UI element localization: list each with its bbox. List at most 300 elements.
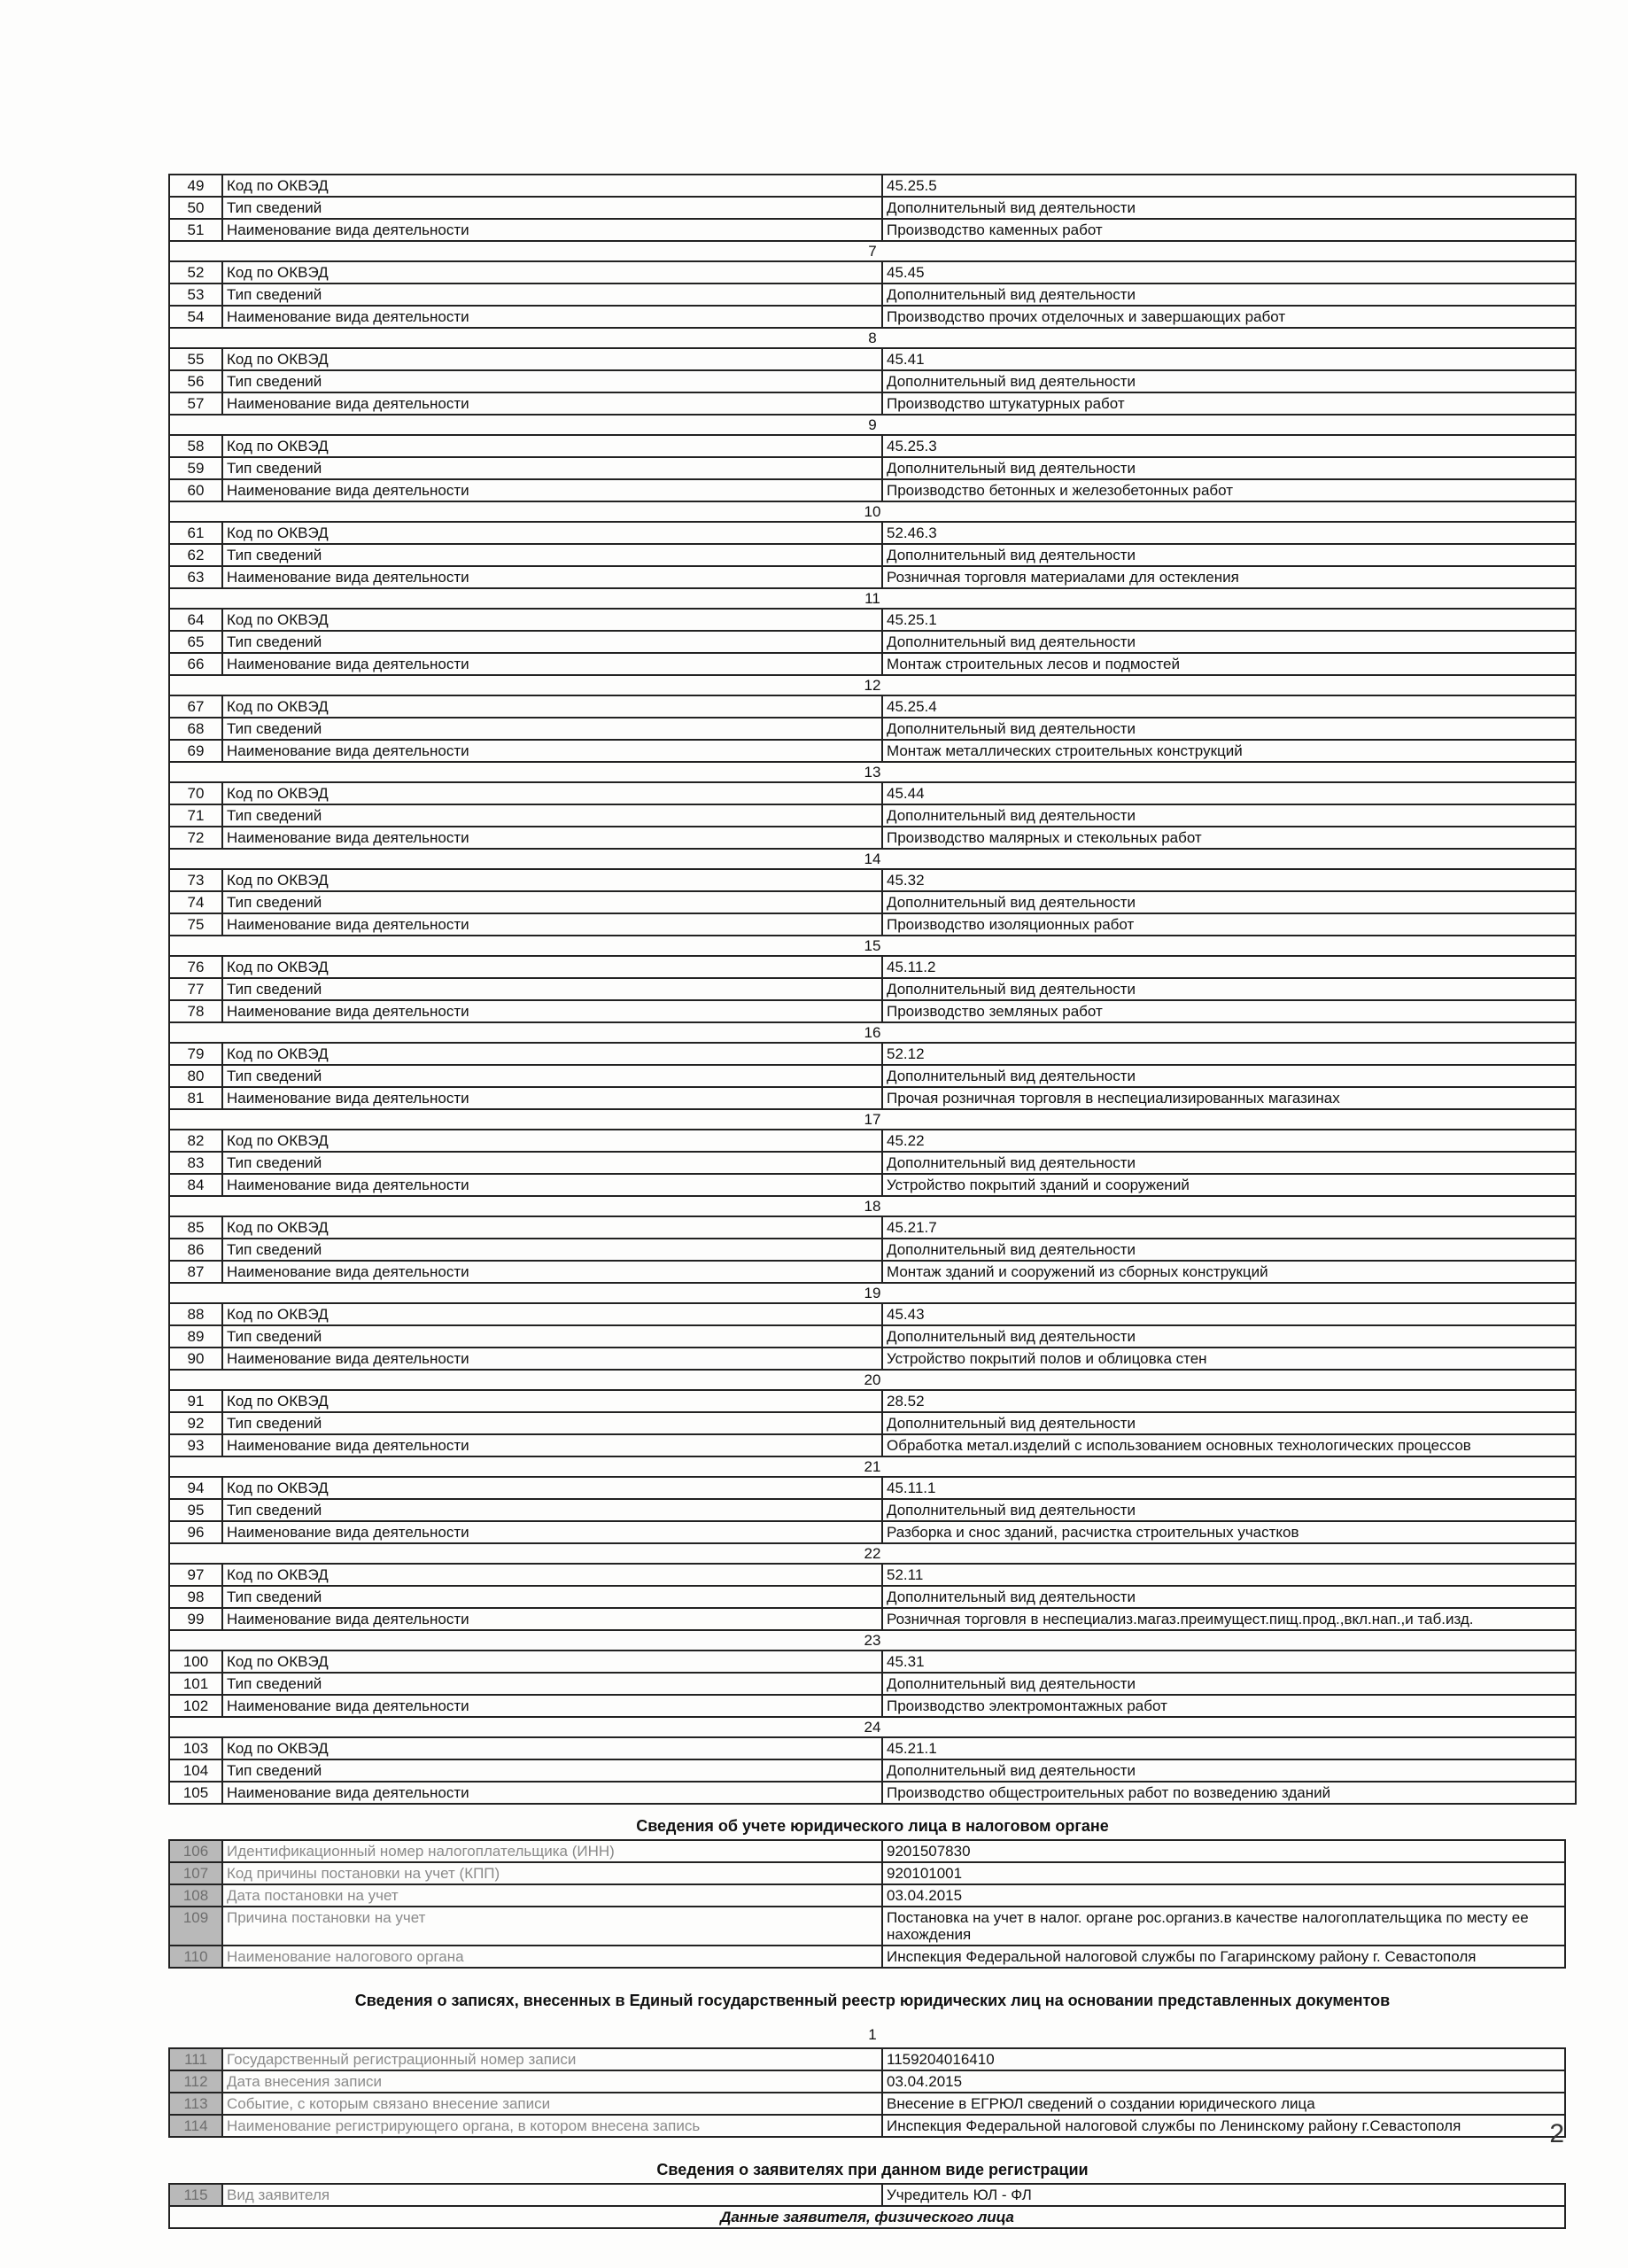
field-value: Дополнительный вид деятельности <box>882 631 1576 653</box>
field-value: 45.25.3 <box>882 435 1576 457</box>
field-value: Постановка на учет в налог. органе рос.организ.в качестве налогоплательщика по месту ее нахождения <box>882 1907 1565 1946</box>
field-label: Наименование вида деятельности <box>222 1782 882 1804</box>
activity-table <box>168 174 1577 1805</box>
field-label: Наименование вида деятельности <box>222 392 882 415</box>
field-label: Тип сведений <box>222 370 882 392</box>
field-value: Обработка метал.изделий с использованием основных технологических процессов <box>882 1434 1576 1456</box>
field-value: Производство малярных и стекольных работ <box>882 827 1576 849</box>
field-label: Наименование налогового органа <box>222 1946 882 1968</box>
field-label: Наименование вида деятельности <box>222 1000 882 1022</box>
table-row <box>169 1884 1565 1907</box>
row-number: 77 <box>169 978 222 1000</box>
field-label: Событие, с которым связано внесение записи <box>222 2093 882 2115</box>
field-value: Дополнительный вид деятельности <box>882 1325 1576 1348</box>
field-label: Код по ОКВЭД <box>222 869 882 891</box>
row-number: 103 <box>169 1737 222 1759</box>
row-number: 102 <box>169 1695 222 1717</box>
table-row <box>169 631 1576 653</box>
field-label: Код по ОКВЭД <box>222 1564 882 1586</box>
table-row <box>169 348 1576 370</box>
field-value: Дополнительный вид деятельности <box>882 978 1576 1000</box>
field-label: Наименование вида деятельности <box>222 1174 882 1196</box>
applicant-table <box>168 2183 1566 2229</box>
group-number: 14 <box>169 849 1576 869</box>
row-number: 90 <box>169 1348 222 1370</box>
row-number: 98 <box>169 1586 222 1608</box>
field-value: 03.04.2015 <box>882 1884 1565 1907</box>
field-label: Дата постановки на учет <box>222 1884 882 1907</box>
row-number: 59 <box>169 457 222 479</box>
group-header-row <box>169 1022 1576 1043</box>
row-number: 78 <box>169 1000 222 1022</box>
table-row <box>169 653 1576 675</box>
row-number: 89 <box>169 1325 222 1348</box>
table-row <box>169 2048 1565 2070</box>
field-value: Инспекция Федеральной налоговой службы по Ленинскому району г.Севастополя <box>882 2115 1565 2137</box>
field-label: Тип сведений <box>222 457 882 479</box>
field-label: Код по ОКВЭД <box>222 435 882 457</box>
row-number: 95 <box>169 1499 222 1521</box>
group-number: 10 <box>169 501 1576 522</box>
table-row <box>169 609 1576 631</box>
group-header-row <box>169 849 1576 869</box>
table-row <box>169 1325 1576 1348</box>
row-number: 104 <box>169 1759 222 1782</box>
row-number: 73 <box>169 869 222 891</box>
field-label: Тип сведений <box>222 1152 882 1174</box>
field-value: 45.21.1 <box>882 1737 1576 1759</box>
field-label: Наименование вида деятельности <box>222 653 882 675</box>
field-value: Производство прочих отделочных и завершающих работ <box>882 306 1576 328</box>
group-header-row <box>169 241 1576 261</box>
table-row <box>169 1216 1576 1239</box>
row-number: 84 <box>169 1174 222 1196</box>
table-row <box>169 1130 1576 1152</box>
table-row <box>169 457 1576 479</box>
field-label: Тип сведений <box>222 544 882 566</box>
group-header-row <box>169 1543 1576 1564</box>
row-number: 97 <box>169 1564 222 1586</box>
field-value: Дополнительный вид деятельности <box>882 1673 1576 1695</box>
row-number: 61 <box>169 522 222 544</box>
tax-table <box>168 1839 1566 1969</box>
row-number: 100 <box>169 1651 222 1673</box>
field-label: Тип сведений <box>222 718 882 740</box>
row-number: 60 <box>169 479 222 501</box>
group-header-row <box>169 501 1576 522</box>
field-label: Наименование вида деятельности <box>222 1087 882 1109</box>
row-number: 55 <box>169 348 222 370</box>
row-number: 72 <box>169 827 222 849</box>
row-number: 65 <box>169 631 222 653</box>
field-value: 9201507830 <box>882 1840 1565 1862</box>
group-header-row <box>169 762 1576 782</box>
row-number: 54 <box>169 306 222 328</box>
table-row <box>169 1521 1576 1543</box>
field-value: Устройство покрытий полов и облицовка стен <box>882 1348 1576 1370</box>
row-number: 85 <box>169 1216 222 1239</box>
group-number: 20 <box>169 1370 1576 1390</box>
table-row <box>169 1152 1576 1174</box>
group-number: 16 <box>169 1022 1576 1043</box>
field-label: Тип сведений <box>222 284 882 306</box>
table-row <box>169 1000 1576 1022</box>
field-value: 45.25.1 <box>882 609 1576 631</box>
field-label: Код по ОКВЭД <box>222 1390 882 1412</box>
group-header-row <box>169 1109 1576 1130</box>
table-row <box>169 1782 1576 1804</box>
field-label: Причина постановки на учет <box>222 1907 882 1946</box>
table-row <box>169 1065 1576 1087</box>
row-number: 79 <box>169 1043 222 1065</box>
field-label: Код по ОКВЭД <box>222 1303 882 1325</box>
group-number: 7 <box>169 241 1576 261</box>
table-row <box>169 740 1576 762</box>
field-label: Тип сведений <box>222 1759 882 1782</box>
field-value: Дополнительный вид деятельности <box>882 891 1576 913</box>
row-number: 83 <box>169 1152 222 1174</box>
table-row <box>169 913 1576 936</box>
table-row <box>169 1695 1576 1717</box>
row-number: 106 <box>169 1840 222 1862</box>
row-number: 58 <box>169 435 222 457</box>
field-value: 45.25.5 <box>882 175 1576 197</box>
tax-section-title: Сведения об учете юридического лица в налоговом органе <box>636 1817 1109 1835</box>
row-number: 96 <box>169 1521 222 1543</box>
field-label: Код по ОКВЭД <box>222 956 882 978</box>
table-row <box>169 544 1576 566</box>
field-label: Код по ОКВЭД <box>222 348 882 370</box>
field-label: Наименование вида деятельности <box>222 1434 882 1456</box>
field-value: Дополнительный вид деятельности <box>882 457 1576 479</box>
field-label: Тип сведений <box>222 1239 882 1261</box>
table-row <box>169 1477 1576 1499</box>
field-value: Дополнительный вид деятельности <box>882 544 1576 566</box>
field-value: Устройство покрытий зданий и сооружений <box>882 1174 1576 1196</box>
table-row <box>169 1348 1576 1370</box>
row-number: 49 <box>169 175 222 197</box>
table-row <box>169 1673 1576 1695</box>
group-header-row <box>169 1196 1576 1216</box>
field-label: Код по ОКВЭД <box>222 1130 882 1152</box>
field-label: Код по ОКВЭД <box>222 1737 882 1759</box>
row-number: 71 <box>169 804 222 827</box>
field-label: Наименование вида деятельности <box>222 1608 882 1630</box>
field-label: Код по ОКВЭД <box>222 261 882 284</box>
group-header-row <box>169 415 1576 435</box>
row-number: 67 <box>169 695 222 718</box>
row-number: 75 <box>169 913 222 936</box>
table-row <box>169 2093 1565 2115</box>
row-number: 82 <box>169 1130 222 1152</box>
field-label: Код по ОКВЭД <box>222 175 882 197</box>
field-label: Тип сведений <box>222 1065 882 1087</box>
table-row <box>169 1862 1565 1884</box>
table-row <box>169 1608 1576 1630</box>
field-label: Дата внесения записи <box>222 2070 882 2093</box>
field-value: Инспекция Федеральной налоговой службы по Гагаринскому району г. Севастополя <box>882 1946 1565 1968</box>
field-value: Дополнительный вид деятельности <box>882 1412 1576 1434</box>
field-value: Дополнительный вид деятельности <box>882 1586 1576 1608</box>
table-row <box>169 978 1576 1000</box>
row-number: 86 <box>169 1239 222 1261</box>
field-value: 45.44 <box>882 782 1576 804</box>
table-row <box>169 2070 1565 2093</box>
row-number: 114 <box>169 2115 222 2137</box>
tax-table-body <box>169 1840 1565 1968</box>
field-value: Производство изоляционных работ <box>882 913 1576 936</box>
table-row <box>169 1087 1576 1109</box>
group-number: 11 <box>169 588 1576 609</box>
field-label: Наименование регистрирующего органа, в котором внесена запись <box>222 2115 882 2137</box>
field-label: Наименование вида деятельности <box>222 1521 882 1543</box>
field-label: Идентификационный номер налогоплательщика (ИНН) <box>222 1840 882 1862</box>
row-number: 110 <box>169 1946 222 1968</box>
group-header-row <box>169 328 1576 348</box>
field-label: Тип сведений <box>222 1499 882 1521</box>
field-label: Тип сведений <box>222 1325 882 1348</box>
table-row <box>169 261 1576 284</box>
row-number: 52 <box>169 261 222 284</box>
group-number: 12 <box>169 675 1576 695</box>
row-number: 108 <box>169 1884 222 1907</box>
field-value: Производство общестроительных работ по возведению зданий <box>882 1782 1576 1804</box>
group-header-row <box>169 936 1576 956</box>
row-number: 80 <box>169 1065 222 1087</box>
field-label: Код по ОКВЭД <box>222 609 882 631</box>
field-value: Производство электромонтажных работ <box>882 1695 1576 1717</box>
applicant-table-body <box>169 2184 1565 2206</box>
field-label: Наименование вида деятельности <box>222 566 882 588</box>
field-label: Наименование вида деятельности <box>222 479 882 501</box>
field-value: Производство каменных работ <box>882 219 1576 241</box>
table-row <box>169 804 1576 827</box>
table-row <box>169 1499 1576 1521</box>
egrul-group-number: 1 <box>868 2026 877 2043</box>
applicant-data-caption: Данные заявителя, физического лица <box>169 2206 1565 2228</box>
field-value: Производство бетонных и железобетонных работ <box>882 479 1576 501</box>
field-value: Прочая розничная торговля в неспециализированных магазинах <box>882 1087 1576 1109</box>
field-label: Код по ОКВЭД <box>222 522 882 544</box>
row-number: 99 <box>169 1608 222 1630</box>
table-row <box>169 197 1576 219</box>
table-row <box>169 891 1576 913</box>
field-label: Тип сведений <box>222 1412 882 1434</box>
field-value: Дополнительный вид деятельности <box>882 1152 1576 1174</box>
field-label: Тип сведений <box>222 978 882 1000</box>
field-label: Тип сведений <box>222 1673 882 1695</box>
table-row <box>169 1651 1576 1673</box>
field-value: Дополнительный вид деятельности <box>882 718 1576 740</box>
row-number: 64 <box>169 609 222 631</box>
table-row <box>169 2184 1565 2206</box>
row-number: 62 <box>169 544 222 566</box>
row-number: 105 <box>169 1782 222 1804</box>
field-label: Наименование вида деятельности <box>222 740 882 762</box>
applicant-section-title: Сведения о заявителях при данном виде регистрации <box>656 2161 1089 2179</box>
table-row <box>169 522 1576 544</box>
group-number: 18 <box>169 1196 1576 1216</box>
row-number: 66 <box>169 653 222 675</box>
table-row <box>169 566 1576 588</box>
row-number: 87 <box>169 1261 222 1283</box>
group-number: 19 <box>169 1283 1576 1303</box>
field-label: Наименование вида деятельности <box>222 1695 882 1717</box>
row-number: 115 <box>169 2184 222 2206</box>
table-row <box>169 1412 1576 1434</box>
table-row <box>169 370 1576 392</box>
field-value: 45.21.7 <box>882 1216 1576 1239</box>
group-number: 8 <box>169 328 1576 348</box>
field-value: Дополнительный вид деятельности <box>882 804 1576 827</box>
field-label: Код по ОКВЭД <box>222 782 882 804</box>
page-number: 2 <box>1549 2119 1564 2148</box>
group-header-row <box>169 1456 1576 1477</box>
field-value: 1159204016410 <box>882 2048 1565 2070</box>
row-number: 113 <box>169 2093 222 2115</box>
group-header-row <box>169 1630 1576 1651</box>
field-value: 45.31 <box>882 1651 1576 1673</box>
table-row <box>169 869 1576 891</box>
field-label: Наименование вида деятельности <box>222 1261 882 1283</box>
row-number: 63 <box>169 566 222 588</box>
field-value: Дополнительный вид деятельности <box>882 197 1576 219</box>
field-label: Наименование вида деятельности <box>222 219 882 241</box>
row-number: 94 <box>169 1477 222 1499</box>
field-label: Вид заявителя <box>222 2184 882 2206</box>
field-label: Тип сведений <box>222 804 882 827</box>
table-row <box>169 1043 1576 1065</box>
field-value: Розничная торговля материалами для остекления <box>882 566 1576 588</box>
table-row <box>169 1907 1565 1946</box>
group-number: 23 <box>169 1630 1576 1651</box>
field-value: Учредитель ЮЛ - ФЛ <box>882 2184 1565 2206</box>
field-label: Код по ОКВЭД <box>222 1477 882 1499</box>
table-row <box>169 782 1576 804</box>
row-number: 101 <box>169 1673 222 1695</box>
field-label: Код по ОКВЭД <box>222 1216 882 1239</box>
row-number: 69 <box>169 740 222 762</box>
row-number: 107 <box>169 1862 222 1884</box>
table-row <box>169 479 1576 501</box>
group-number: 13 <box>169 762 1576 782</box>
field-value: 45.41 <box>882 348 1576 370</box>
field-value: 45.25.4 <box>882 695 1576 718</box>
row-number: 92 <box>169 1412 222 1434</box>
field-value: Монтаж металлических строительных конструкций <box>882 740 1576 762</box>
field-value: Монтаж зданий и сооружений из сборных конструкций <box>882 1261 1576 1283</box>
table-row <box>169 306 1576 328</box>
field-value: 03.04.2015 <box>882 2070 1565 2093</box>
field-value: 52.46.3 <box>882 522 1576 544</box>
field-label: Тип сведений <box>222 891 882 913</box>
table-row <box>169 1434 1576 1456</box>
field-value: 45.11.2 <box>882 956 1576 978</box>
field-label: Тип сведений <box>222 1586 882 1608</box>
group-number: 21 <box>169 1456 1576 1477</box>
table-row <box>169 1586 1576 1608</box>
group-header-row <box>169 1717 1576 1737</box>
table-row <box>169 1737 1576 1759</box>
field-label: Код причины постановки на учет (КПП) <box>222 1862 882 1884</box>
field-label: Наименование вида деятельности <box>222 827 882 849</box>
group-header-row <box>169 1283 1576 1303</box>
field-value: 920101001 <box>882 1862 1565 1884</box>
egrul-section-title: Сведения о записях, внесенных в Единый государственный реестр юридических лиц на основании представленных документов <box>354 1992 1391 2009</box>
group-header-row <box>169 588 1576 609</box>
row-number: 68 <box>169 718 222 740</box>
field-label: Тип сведений <box>222 631 882 653</box>
table-row <box>169 1303 1576 1325</box>
group-header-row <box>169 1370 1576 1390</box>
group-number: 24 <box>169 1717 1576 1737</box>
row-number: 53 <box>169 284 222 306</box>
activity-table-body <box>169 175 1576 1804</box>
row-number: 76 <box>169 956 222 978</box>
table-row <box>169 1946 1565 1968</box>
group-header-row <box>169 675 1576 695</box>
row-number: 109 <box>169 1907 222 1946</box>
field-label: Код по ОКВЭД <box>222 1043 882 1065</box>
table-row <box>169 695 1576 718</box>
field-value: Розничная торговля в неспециализ.магаз.преимущест.пищ.прод.,вкл.нап.,и таб.изд. <box>882 1608 1576 1630</box>
row-number: 88 <box>169 1303 222 1325</box>
table-row <box>169 392 1576 415</box>
row-number: 51 <box>169 219 222 241</box>
field-label: Государственный регистрационный номер записи <box>222 2048 882 2070</box>
field-value: 28.52 <box>882 1390 1576 1412</box>
table-row <box>169 1759 1576 1782</box>
field-value: Разборка и снос зданий, расчистка строительных участков <box>882 1521 1576 1543</box>
table-row <box>169 1174 1576 1196</box>
document-page <box>168 174 1577 2229</box>
field-value: 52.12 <box>882 1043 1576 1065</box>
table-row <box>169 435 1576 457</box>
row-number: 81 <box>169 1087 222 1109</box>
table-row <box>169 1564 1576 1586</box>
field-value: 45.45 <box>882 261 1576 284</box>
group-number: 17 <box>169 1109 1576 1130</box>
table-row <box>169 1840 1565 1862</box>
field-value: Дополнительный вид деятельности <box>882 1499 1576 1521</box>
egrul-table <box>168 2047 1566 2138</box>
row-number: 91 <box>169 1390 222 1412</box>
table-row <box>169 1261 1576 1283</box>
field-value: Монтаж строительных лесов и подмостей <box>882 653 1576 675</box>
row-number: 111 <box>169 2048 222 2070</box>
table-row <box>169 175 1576 197</box>
table-row <box>169 1390 1576 1412</box>
row-number: 56 <box>169 370 222 392</box>
field-value: Внесение в ЕГРЮЛ сведений о создании юридического лица <box>882 2093 1565 2115</box>
field-value: 45.43 <box>882 1303 1576 1325</box>
table-row <box>169 1239 1576 1261</box>
field-value: 52.11 <box>882 1564 1576 1586</box>
group-number: 22 <box>169 1543 1576 1564</box>
field-value: Дополнительный вид деятельности <box>882 1065 1576 1087</box>
field-value: Дополнительный вид деятельности <box>882 370 1576 392</box>
field-label: Тип сведений <box>222 197 882 219</box>
table-row <box>169 2115 1565 2137</box>
field-value: Дополнительный вид деятельности <box>882 284 1576 306</box>
field-label: Наименование вида деятельности <box>222 306 882 328</box>
field-value: Производство штукатурных работ <box>882 392 1576 415</box>
field-label: Код по ОКВЭД <box>222 1651 882 1673</box>
table-row <box>169 827 1576 849</box>
field-value: Дополнительный вид деятельности <box>882 1239 1576 1261</box>
applicant-data-caption-row <box>169 2206 1565 2228</box>
row-number: 57 <box>169 392 222 415</box>
